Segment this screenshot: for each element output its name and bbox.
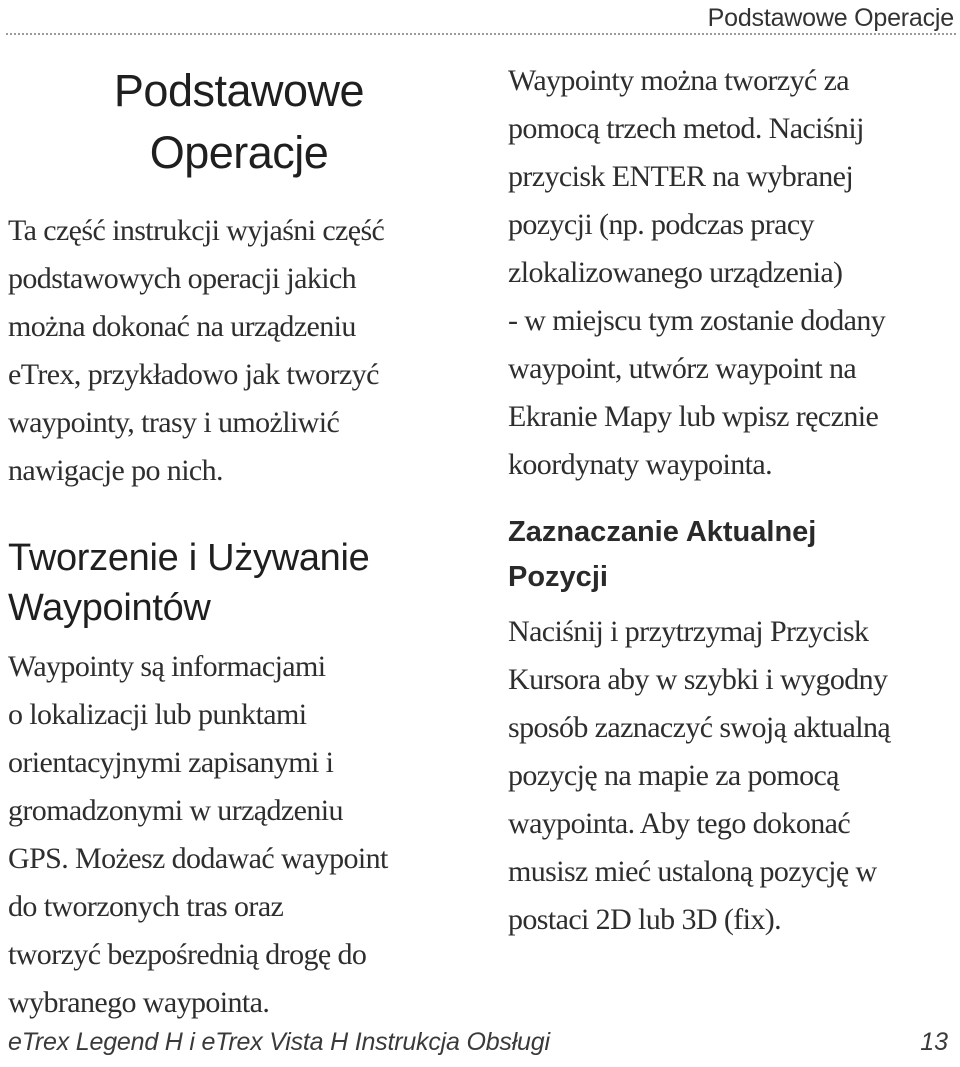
text-line: pozycji (np. podczas pracy bbox=[508, 208, 814, 241]
text-line: Waypointy można tworzyć za bbox=[508, 64, 850, 97]
footer-manual-title: eTrex Legend H i eTrex Vista H Instrukcja Obsługi bbox=[8, 1028, 550, 1056]
subsection-title-line: Pozycji bbox=[508, 561, 608, 593]
waypoint-methods-paragraph bbox=[508, 57, 885, 489]
text-line: waypointa. Aby tego dokonać bbox=[508, 807, 851, 840]
text-line: można dokonać na urządzeniu bbox=[8, 310, 356, 343]
waypoints-description-paragraph bbox=[8, 643, 388, 1027]
text-line: podstawowych operacji jakich bbox=[8, 262, 357, 295]
text-line: Kursora aby w szybki i wygodny bbox=[508, 663, 888, 696]
text-line: o lokalizacji lub punktami bbox=[8, 698, 307, 731]
section-title bbox=[8, 533, 369, 633]
text-line: Ekranie Mapy lub wpisz ręcznie bbox=[508, 400, 879, 433]
chapter-title-line: Podstawowe bbox=[113, 65, 365, 116]
text-line: nawigacje po nich. bbox=[8, 454, 223, 487]
text-line: eTrex, przykładowo jak tworzyć bbox=[8, 358, 379, 391]
text-line: gromadzonymi w urządzeniu bbox=[8, 794, 343, 827]
section-title-line: Waypointów bbox=[8, 587, 211, 629]
text-line: zlokalizowanego urządzenia) bbox=[508, 256, 843, 289]
text-line: przycisk ENTER na wybranej bbox=[508, 160, 854, 193]
header-dotted-rule bbox=[6, 33, 956, 35]
text-line: pomocą trzech metod. Naciśnij bbox=[508, 112, 864, 145]
text-line: Waypointy są informacjami bbox=[8, 650, 326, 683]
text-line: Naciśnij i przytrzymaj Przycisk bbox=[508, 615, 869, 648]
text-line: GPS. Możesz dodawać waypoint bbox=[8, 842, 388, 875]
text-line: sposób zaznaczyć swoją aktualną bbox=[508, 711, 891, 744]
text-line: koordynaty waypointa. bbox=[508, 448, 773, 481]
text-line: postaci 2D lub 3D (fix). bbox=[508, 903, 782, 936]
section-title-line: Tworzenie i Używanie bbox=[8, 537, 370, 579]
text-line: waypoint, utwórz waypoint na bbox=[508, 352, 857, 385]
footer-page-number: 13 bbox=[920, 1028, 948, 1056]
text-line: tworzyć bezpośrednią drogę do bbox=[8, 938, 367, 971]
text-line: do tworzonych tras oraz bbox=[8, 890, 284, 923]
subsection-title bbox=[508, 510, 816, 600]
text-line: Ta część instrukcji wyjaśni część bbox=[8, 214, 385, 247]
text-line: waypointy, trasy i umożliwić bbox=[8, 406, 340, 439]
text-line: musisz mieć ustaloną pozycję w bbox=[508, 855, 877, 888]
text-line: wybranego waypointa. bbox=[8, 986, 270, 1019]
text-line: pozycję na mapie za pomocą bbox=[508, 759, 839, 792]
running-header-title: Podstawowe Operacje bbox=[707, 4, 954, 32]
subsection-title-line: Zaznaczanie Aktualnej bbox=[508, 516, 817, 548]
chapter-title bbox=[8, 60, 470, 184]
text-line: orientacyjnymi zapisanymi i bbox=[8, 746, 334, 779]
text-line: - w miejscu tym zostanie dodany bbox=[508, 304, 886, 337]
mark-position-paragraph bbox=[508, 608, 890, 944]
chapter-intro-paragraph bbox=[8, 207, 384, 495]
chapter-title-line: Operacje bbox=[149, 127, 329, 178]
